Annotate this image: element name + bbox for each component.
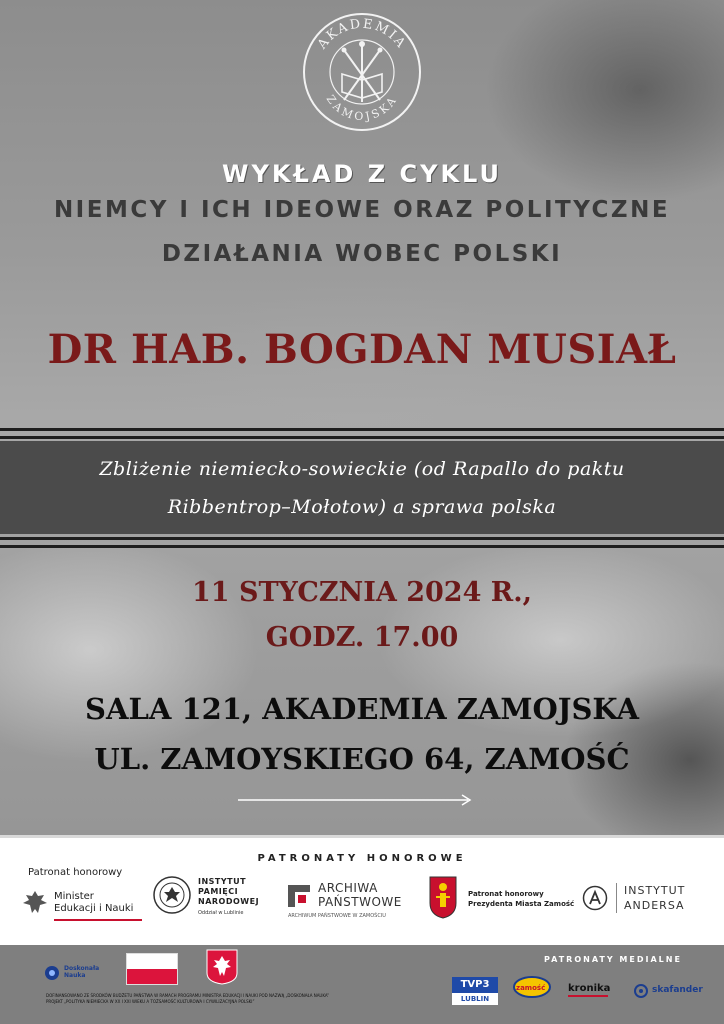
- polish-flag-icon: [126, 953, 178, 985]
- lecture-subtitle-line1: Zbliżenie niemiecko-sowieckie (od Rapallo do paktu: [99, 458, 625, 480]
- archiwa-logo: [288, 881, 418, 921]
- minister-logo: [20, 867, 145, 937]
- anders-name: INSTYTUT ANDERSA: [624, 884, 686, 912]
- speaker-name: DR HAB. BOGDAN MUSIAŁ: [47, 326, 677, 373]
- doskonala-line2: Nauka: [64, 972, 86, 979]
- subtitle-band: [0, 428, 724, 548]
- skafander-icon: [634, 984, 648, 998]
- instytut-andersa-logo: [582, 881, 702, 921]
- ipn-seal-icon: [152, 875, 192, 915]
- zamosc-coat-of-arms-icon: [428, 875, 458, 919]
- doskonala-nauka-logo: [44, 963, 114, 983]
- honorary-patronage-strip: [0, 835, 724, 945]
- eagle-icon: [20, 887, 50, 917]
- kronika-text: kronika: [568, 983, 611, 994]
- minister-name: Minister Edukacji i Nauki: [54, 891, 134, 914]
- kronika-logo: [568, 983, 610, 997]
- archiwa-name: ARCHIWA PAŃSTWOWE: [318, 881, 402, 909]
- archiwa-mark-icon: [288, 885, 310, 907]
- minister-patronage-label: Patronat honorowy: [28, 867, 123, 878]
- doskonala-nauka-icon: [44, 965, 60, 981]
- akademia-zamojska-logo: [300, 10, 424, 134]
- anders-mark-icon: [582, 885, 608, 911]
- zamosc-city-logo: [428, 875, 578, 925]
- venue-room: SALA 121, AKADEMIA ZAMOJSKA: [85, 692, 639, 726]
- polish-emblem-icon: [206, 949, 238, 985]
- honorary-heading: PATRONATY HONOROWE: [257, 853, 467, 864]
- arrow-right-icon: [238, 792, 474, 808]
- event-date: 11 STYCZNIA 2024 R.,: [191, 577, 532, 608]
- logo-bottom-text: ZAMOJSKA: [323, 92, 401, 124]
- tvp3-region: LUBLIN: [452, 993, 498, 1005]
- event-time: GODZ. 17.00: [265, 622, 459, 653]
- cycle-title-line1: NIEMCY I ICH IDEOWE ORAZ POLITYCZNE: [53, 197, 671, 223]
- media-patronage-heading: PATRONATY MEDIALNE: [544, 955, 682, 964]
- zamosc-media-text: zamość: [516, 984, 546, 992]
- ipn-branch: Oddział w Lublinie: [198, 910, 244, 916]
- doskonala-line1: Doskonała: [64, 965, 100, 972]
- archiwa-sub: ARCHIWUM PAŃSTWOWE W ZAMOŚCIU: [288, 913, 386, 919]
- cycle-label: WYKŁAD Z CYKLU: [222, 160, 502, 188]
- tvp3-lublin-logo: [452, 977, 498, 1005]
- cycle-title-line2: DZIAŁANIA WOBEC POLSKI: [161, 241, 563, 267]
- logo-top-text: AKADEMIA: [314, 16, 410, 53]
- lecture-subtitle-line2: Ribbentrop–Mołotow) a sprawa polska: [167, 496, 557, 518]
- ipn-name: INSTYTUT PAMIĘCI NARODOWEJ: [198, 877, 260, 906]
- skafander-text: skafander: [652, 985, 703, 995]
- venue-address: UL. ZAMOYSKIEGO 64, ZAMOŚĆ: [94, 742, 630, 776]
- zamosc-media-logo: [512, 973, 552, 1007]
- funding-line2: PROJEKT „POLITYKA NIEMIECKA W XX I XXI WIEKU A TOŻSAMOŚĆ KULTUROWA I CYWILIZACYJNA POLSKI”: [46, 999, 255, 1004]
- tvp3-label: TVP3: [452, 977, 498, 993]
- ipn-logo: [152, 873, 272, 923]
- bottom-strip: [0, 945, 724, 1024]
- funding-note: [46, 993, 376, 1005]
- zamosc-patronage-text: Patronat honorowy Prezydenta Miasta Zamość: [468, 890, 575, 908]
- funding-line1: DOFINANSOWANO ZE ŚRODKÓW BUDŻETU PAŃSTWA W RAMACH PROGRAMU MINISTRA EDUKACJI I NAUKI POD NAZWĄ „DOSKONAŁA NAUKA”: [46, 993, 330, 998]
